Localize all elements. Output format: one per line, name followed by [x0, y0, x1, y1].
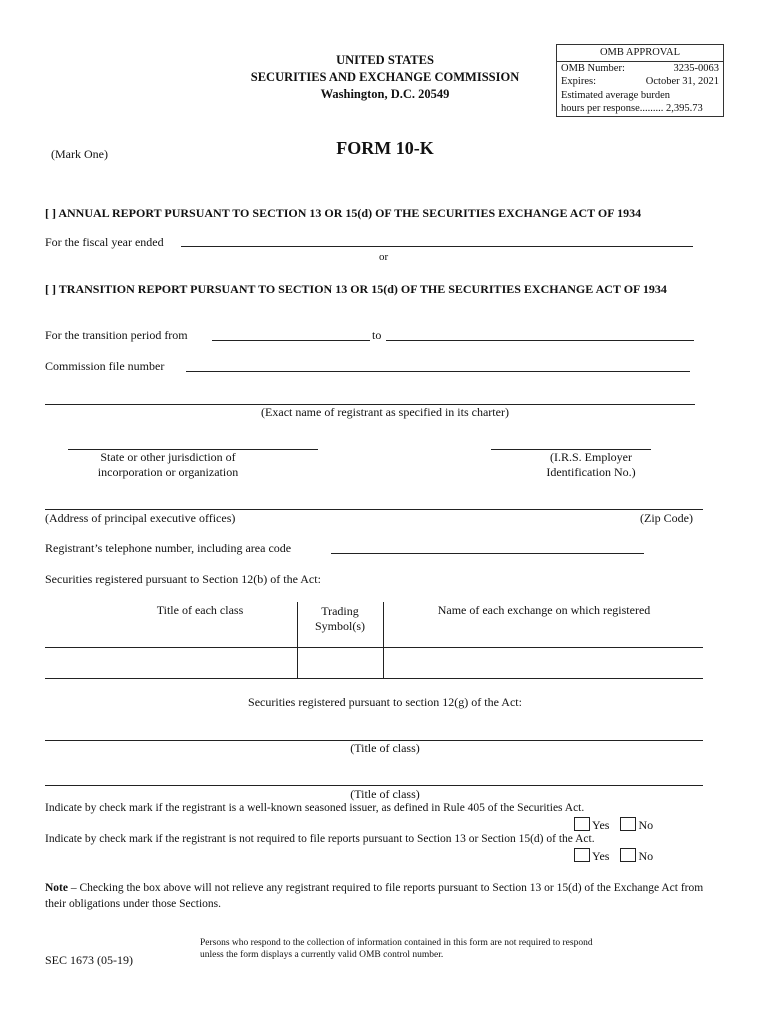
address-field[interactable] [45, 497, 703, 510]
state-jurisdiction-caption [68, 450, 268, 480]
phone-field[interactable] [331, 541, 644, 554]
omb-approval-box [556, 44, 724, 117]
state-caption-line-2: incorporation or organization [97, 465, 239, 479]
phone-label: Registrant’s telephone number, including area code [45, 541, 292, 555]
section-12b-label: Securities registered pursuant to Section 12(b) of the Act: [45, 572, 321, 586]
or-separator: or [379, 251, 389, 263]
state-caption-line-1: State or other jurisdiction of [100, 450, 236, 464]
col-exchange-name: Name of each exchange on which registered [437, 603, 651, 617]
col-trading-symbol-line-2: Symbol(s) [314, 619, 365, 633]
note-paragraph [45, 880, 725, 912]
irs-ein-caption [491, 450, 691, 480]
transition-from-field[interactable] [212, 328, 370, 341]
agency-line-3: Washington, D.C. 20549 [320, 87, 450, 101]
table-cell-exchange[interactable] [385, 650, 701, 678]
not-required-answer [574, 848, 653, 864]
mark-one-label: (Mark One) [51, 147, 108, 161]
col-trading-symbol [298, 604, 382, 634]
section-12g-label: Securities registered pursuant to section 12(g) of the Act: [248, 695, 522, 709]
registrant-name-field[interactable] [45, 392, 695, 405]
not-required-yes-checkbox[interactable] [574, 848, 590, 862]
class-caption-1: (Title of class) [350, 741, 420, 755]
commission-file-field[interactable] [186, 359, 690, 372]
annual-report-heading: [ ] ANNUAL REPORT PURSUANT TO SECTION 13 OR 15(d) OF THE SECURITIES EXCHANGE ACT OF 1934 [45, 206, 642, 220]
table-bottom-rule [45, 678, 703, 679]
agency-line-2: SECURITIES AND EXCHANGE COMMISSION [250, 70, 520, 84]
wksi-answer [574, 817, 653, 833]
wksi-question: Indicate by check mark if the registrant is a well-known seasoned issuer, as defined in Rule 405 of the Securities Act. [45, 802, 585, 814]
omb-number-row [557, 62, 723, 76]
form-code: SEC 1673 (05-19) [45, 953, 133, 967]
wksi-no-label: No [638, 818, 654, 832]
not-required-yes-label: Yes [592, 849, 610, 863]
agency-line-1: UNITED STATES [336, 53, 434, 67]
omb-number-value: 3235-0063 [673, 62, 719, 74]
transition-report-heading: [ ] TRANSITION REPORT PURSUANT TO SECTION 13 OR 15(d) OF THE SECURITIES EXCHANGE ACT OF 1934 [45, 282, 667, 296]
omb-expires-label: Expires: [561, 76, 596, 87]
table-cell-symbol[interactable] [299, 650, 381, 678]
not-required-no-checkbox[interactable] [620, 848, 636, 862]
irs-ein-field[interactable] [491, 437, 651, 450]
col-trading-symbol-line-1: Trading [321, 604, 359, 618]
transition-to-field[interactable] [386, 328, 694, 341]
form-title: FORM 10-K [336, 138, 434, 158]
state-jurisdiction-field[interactable] [68, 437, 318, 450]
col-title-of-class: Title of each class [156, 603, 244, 617]
omb-number-label: OMB Number: [561, 62, 625, 74]
omb-burden-line-1: Estimated average burden [561, 89, 671, 101]
address-caption: (Address of principal executive offices) [45, 511, 236, 525]
not-required-no-label: No [638, 849, 654, 863]
agency-header [200, 52, 570, 103]
omb-burden-line-2: hours per response......... 2,395.73 [561, 103, 703, 114]
fiscal-year-field[interactable] [181, 234, 693, 247]
commission-file-label: Commission file number [45, 359, 165, 373]
irs-caption-line-2: Identification No.) [546, 465, 636, 479]
table-cell-title[interactable] [45, 650, 295, 678]
table-header-rule [45, 647, 703, 648]
zip-code-caption: (Zip Code) [640, 511, 693, 525]
wksi-yes-checkbox[interactable] [574, 817, 590, 831]
note-text: – Checking the box above will not relieve any registrant required to file reports pursuant to Section 13 or 15(d) of the Exchange Act from their obligations under those Sections. [45, 882, 704, 910]
omb-control-notice: Persons who respond to the collection of information contained in this form are not required to respond unless the form displays a currently valid OMB control number. [200, 938, 593, 960]
wksi-yes-label: Yes [592, 818, 610, 832]
transition-from-label: For the transition period from [45, 328, 188, 342]
irs-caption-line-1: (I.R.S. Employer [550, 450, 632, 464]
class-field-1[interactable] [45, 728, 703, 741]
table-column-divider [383, 602, 384, 679]
not-required-question: Indicate by check mark if the registrant is not required to file reports pursuant to Section 13 or Section 15(d) of the Act. [45, 833, 595, 845]
table-column-divider [297, 602, 298, 679]
class-field-2[interactable] [45, 773, 703, 786]
omb-expires-row [557, 75, 723, 89]
class-caption-2: (Title of class) [350, 787, 420, 801]
fiscal-year-label: For the fiscal year ended [45, 235, 164, 249]
omb-approval-header: OMB APPROVAL [557, 45, 723, 62]
omb-expires-value: October 31, 2021 [645, 76, 719, 87]
wksi-no-checkbox[interactable] [620, 817, 636, 831]
registrant-name-caption: (Exact name of registrant as specified in its charter) [261, 405, 509, 419]
transition-to-label: to [372, 328, 382, 342]
note-label: Note [45, 882, 68, 894]
